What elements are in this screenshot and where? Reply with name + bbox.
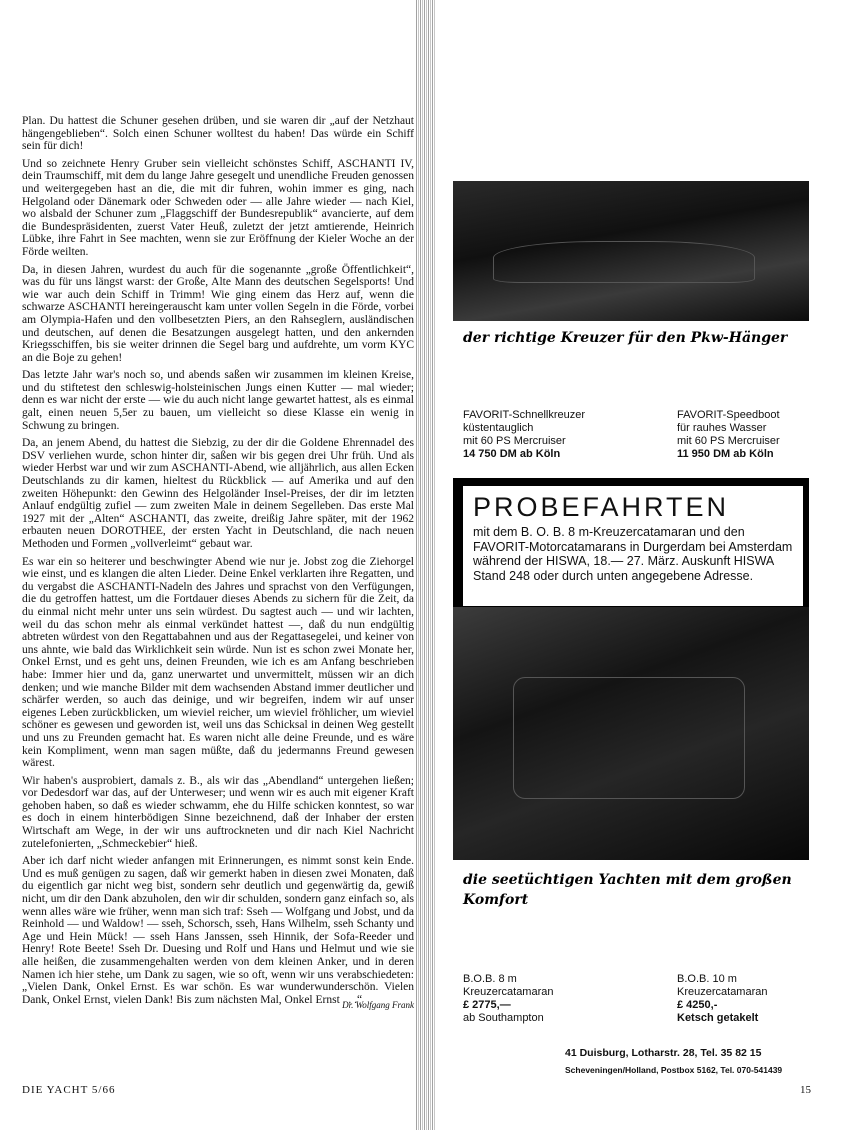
magazine-footer: DIE YACHT 5/66 xyxy=(22,1084,116,1096)
article-paragraph: Da, in diesen Jahren, wurdest du auch für die sogenannte „große Öffentlichkeit“, was du für uns längst warst: der Große, Alte Mann des deutschen Segelsports! Und wie war auch dein Schiff in Trimm! Wie ging einem das Herz auf, wenn die schwarze ASCHANTI hereingerauscht kam unter vollen Segeln in die Förde, vorbei am Olympia-Hafen und den vollbesetzten Piers, an den Rahseglern, ausländischen und deutschen, auf denen die Besatzungen ausgelegt hatten, und den ankernden Kriegsschiffen, bis sie weiter drinnen die Segel barg und aufdrehte, um vorm KYC an die Boje zu gehen! xyxy=(22,263,414,364)
cat-name: B.O.B. 10 m xyxy=(677,973,737,985)
ad-photo-cruiser xyxy=(453,181,809,321)
probefahrten-box xyxy=(463,486,803,606)
boat-name: FAVORIT-Schnellkreuzer xyxy=(463,409,586,421)
ad-boat-schnellkreuzer xyxy=(463,409,585,461)
cat-name: B.O.B. 8 m xyxy=(463,973,517,985)
ad-address-holland: Scheveningen/Holland, Postbox 5162, Tel. 070-541439 xyxy=(565,1065,783,1075)
article-paragraph: Aber ich darf nicht wieder anfangen mit Erinnerungen, es nimmt sonst kein Ende. Und es muß genügen zu sagen, daß wir gemerkt haben in diesen zwei Monaten, daß du eigentlich gar nicht weg bist, sondern sehr deutlich und gegenwärtig da, gewiß nicht, um dir den Dank abzuholen, den wir dir schulden, sondern ganz einfach so, als wenn alles wäre wie früher, wenn man sich traf: Sseh — Wolfgang und Jobst, und da Reinhold — und Waldow! — sseh, Schorsch, sseh, Hans Wilhelm, sseh Schanty und Age und Hein Mück! — sseh Hans Janssen, sseh Hinnik, der Sofa-Reeder und Henry! Rote Beete! Sseh Dr. Duesing und Rolf und Hans und Helmut und wie sie alle heißen, die zusammengehalten werden von dem kleinen Anker, und in deren Namen ich hier stehe, um Dank zu sagen, wie so oft, wenn wir uns verabschiedeten: „Vielen Dank, Onkel Ernst. Es war schön. Es war wunderwunderschön. Vielen Dank, Onkel Ernst, vielen Dank! Bis zum nächsten Mal, Onkel Ernst . . .“ xyxy=(22,855,414,1006)
boat-feature: küstentauglich xyxy=(463,422,534,434)
probefahrten-text: mit dem B. O. B. 8 m-Kreuzercatamaran und den FAVORIT-Motorcatamarans in Durgerdam bei Amsterdam während der HISWA, 18.— 27. März. Auskunft HISWA Stand 248 oder durch unten angegebene Adresse. xyxy=(473,525,793,583)
boat-price: 14 750 DM ab Köln xyxy=(463,448,561,460)
ad-boat-speedboot xyxy=(677,409,780,461)
article-paragraph: Es war ein so heiterer und beschwingter Abend wie nur je. Jobst zog die Ziehorgel wie einst, und es klangen die alten Lieder. Deine Enkel verklarten ihre Regatten, und du vergabst die ASCHANTI-Nadeln des Jahres und sprachst von den Verfügungen, die du getroffen hattest, um die Fortdauer dieses Abends zu sichern für die Zeit, da du einmal nicht mehr unter uns sein würdest. Du sagtest auch — und wir lachten, weil du das schon mehr als einmal verkündet hattest —, daß du nun endgültig abtreten würdest von den Regattabahnen und aus der Regattasegelei, und keiner von uns ahnte, wie bald das Wirklichkeit sein würde. Nun ist es schon zwei Monate her, Onkel Ernst, und es geht uns, deinen Freunden, wie ich es am Anfang beschrieben habe: Immer hier und da, ganz unerwartet und unvermittelt, müssen wir an dich denken; und wie manche Bilder mit dem wachsenden Abstand immer deutlicher und schärfer werden, so auch das deinige, und wir begreifen, indem wir auf unser eigenes Leben zurückblicken, um wieviel reicher, um wieviel fröhlicher, um wieviel schöner es gewesen und geworden ist, weil uns das Schicksal in deinen Weg gestellt und uns zu Freunden gemacht hat. Es waren nicht alle deine Freunde, und es wäre kein Kompliment, wenn man sagen müßte, daß du jedermanns Freund gewesen wärest. xyxy=(22,555,414,770)
cat-note: Ketsch getakelt xyxy=(677,1012,759,1024)
cat-price: £ 4250,- xyxy=(677,999,718,1011)
cat-place: ab Southampton xyxy=(463,1012,544,1024)
ad-catamaran-10m xyxy=(677,973,768,1025)
article-paragraph: Da, an jenem Abend, du hattest die Siebzig, zu der dir die Goldene Ehrennadel des DSV verliehen wurde, schon hinter dir, saßen wir bis gegen drei Uhr früh. Und als wieder Herbst war und wir zum ASCHANTI-Abend, wie alljährlich, aus allen Ecken Deutschlands zu dir kamen, hieltest du Rückblick — auf Amerika und auf den zweiten Höhepunkt: den Gewinn des Helgoländer Insel-Preises, der dir im letzten Anlauf endgültig zufiel — zum zweiten Male in deinem Segelleben. Das erste Mal 1927 mit der „Alten“ ASCHANTI, das zweite, dreißig Jahre später, mit der 1962 erbauten neuen DOROTHEE, der ersten Yacht in Deutschland, die nach neuen Methoden und Formen „vollverleimt“ gebaut war. xyxy=(22,437,414,550)
ad-catamaran-8m xyxy=(463,973,554,1025)
article-paragraph: Und so zeichnete Henry Gruber sein vielleicht schönstes Schiff, ASCHANTI IV, dein Traumschiff, mit dem du lange Jahre gesegelt und unendliche Freuden genossen und weitergegeben hast an die, die mit dir fuhren, wohin immer es ging, nach Helgoland oder Dänemark oder Schweden oder — alle Jahre wieder — nach Kiel, wo alsbald der Schuner zum „Flaggschiff der Bundesrepublik“ avancierte, auf dem die Bundespräsidenten, zuerst Vater Heuß, zuletzt der jetzt amtierende, Heinrich Lübke, ihre Fahrt in See machten, wenn sie zur Eröffnung der Kieler Woche an der Förde weilten. xyxy=(22,157,414,258)
ad-slogan-bottom: die seetüchtigen Yachten mit dem großen Komfort xyxy=(463,872,792,908)
page-gutter xyxy=(415,0,435,1130)
cat-type: Kreuzercatamaran xyxy=(677,986,768,998)
article-column xyxy=(22,115,414,1012)
boat-engine: mit 60 PS Mercruiser xyxy=(463,435,566,447)
ad-photo-catamaran xyxy=(453,607,809,860)
ad-slogan-top: der richtige Kreuzer für den Pkw-Hänger xyxy=(463,330,788,346)
cat-type: Kreuzercatamaran xyxy=(463,986,554,998)
page-number: 15 xyxy=(800,1084,811,1096)
author-signature: Dr. Wolfgang Frank xyxy=(342,1000,414,1011)
boat-engine: mit 60 PS Mercruiser xyxy=(677,435,780,447)
article-paragraph: Das letzte Jahr war's noch so, und abends saßen wir zusammen im kleinen Kreise, und du stiftetest den schleswig-holsteinischen Jungs einen Kutter — mal wieder; denn es war nicht der erste — wie du auch nicht lange gewartet hattest, als es einmal galt, einen neuen 5,5er zu bauen, um vielleicht so diese Klasse ein wenig in Schwung zu bringen. xyxy=(22,369,414,432)
boat-price: 11 950 DM ab Köln xyxy=(677,448,774,460)
boat-feature: für rauhes Wasser xyxy=(677,422,767,434)
boat-name: FAVORIT-Speedboot xyxy=(677,409,780,421)
probefahrten-title: PROBEFAHRTEN xyxy=(473,492,730,522)
ad-address: 41 Duisburg, Lotharstr. 28, Tel. 35 82 15 xyxy=(565,1047,762,1059)
article-paragraph: Plan. Du hattest die Schuner gesehen drüben, und sie waren dir „auf der Netzhaut hängengeblieben“. Solch einen Schuner wolltest du haben! Das würde ein Schiff sein für dich! xyxy=(22,115,414,153)
cat-price: £ 2775,— xyxy=(463,999,511,1011)
article-paragraph: Wir haben's ausprobiert, damals z. B., als wir das „Abendland“ untergehen ließen; vor Dedesdorf war das, auf der Unterweser; und wenn wir es auch mit eigener Kraft gehoben haben, so daß es wieder schwamm, ehe du Hilfe schicken konntest, so war es doch in einem hinterbödigen Sinne bezeichnend, daß der Inhaber der ersten Wirtschaft am Wege, in der wir uns auftrockneten und dir nach Kiel Nachricht zutelefonierten, „Schmeckebier“ hieß. xyxy=(22,774,414,850)
